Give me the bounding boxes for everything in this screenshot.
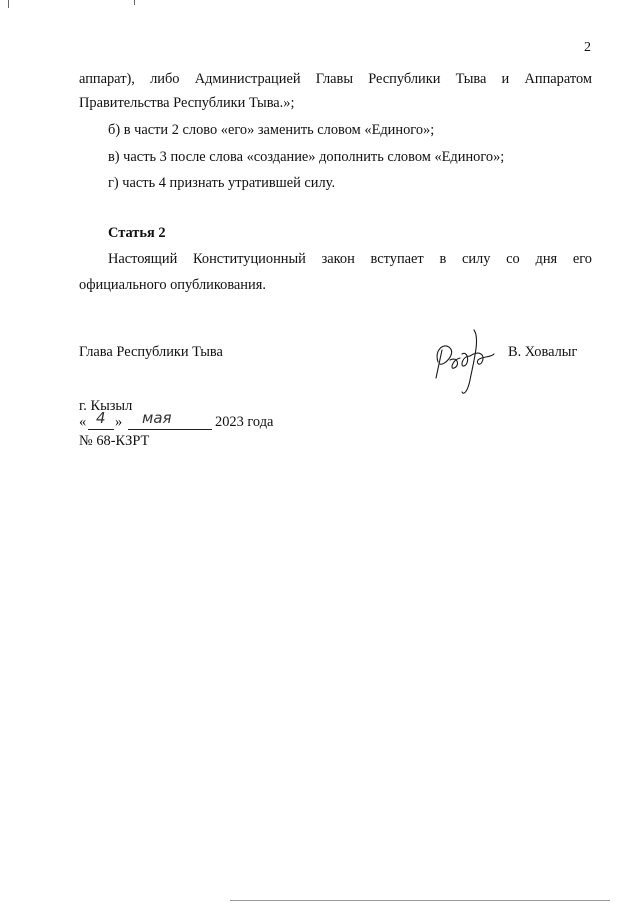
- article-text-line1: Настоящий Конституционный закон вступает в силу со дня его: [108, 251, 592, 267]
- date-day-underline: [88, 429, 114, 430]
- paragraph-item-v: в) часть 3 после слова «создание» дополнить словом «Единого»;: [108, 149, 505, 165]
- date-month: мая: [142, 409, 172, 427]
- paragraph-item-b: б) в части 2 слово «его» заменить словом «Единого»;: [108, 122, 435, 138]
- signatory-position: Глава Республики Тыва: [79, 344, 223, 360]
- page-number: 2: [584, 40, 591, 55]
- paragraph-continuation-line1: аппарат), либо Администрацией Главы Республики Тыва и Аппаратом: [79, 71, 592, 87]
- date-month-underline: [128, 429, 212, 430]
- paragraph-item-g: г) часть 4 признать утратившей силу.: [108, 175, 336, 191]
- date-open-quote: «: [79, 414, 87, 430]
- paragraph-continuation-line2: Правительства Республики Тыва.»;: [79, 95, 295, 111]
- scan-mark-top: [134, 0, 135, 5]
- handwritten-signature: [430, 320, 500, 400]
- article-text-line2: официального опубликования.: [79, 277, 266, 293]
- date-year: 2023 года: [215, 414, 274, 430]
- article-heading: Статья 2: [108, 225, 166, 241]
- date-day: 4: [96, 409, 106, 427]
- scan-edge-bottom: [230, 900, 610, 901]
- scan-mark-left: [8, 0, 9, 8]
- city: г. Кызыл: [79, 398, 133, 414]
- date-close-quote: »: [115, 414, 123, 430]
- signatory-name: В. Ховалыг: [508, 344, 578, 360]
- law-number: № 68-КЗРТ: [79, 433, 150, 449]
